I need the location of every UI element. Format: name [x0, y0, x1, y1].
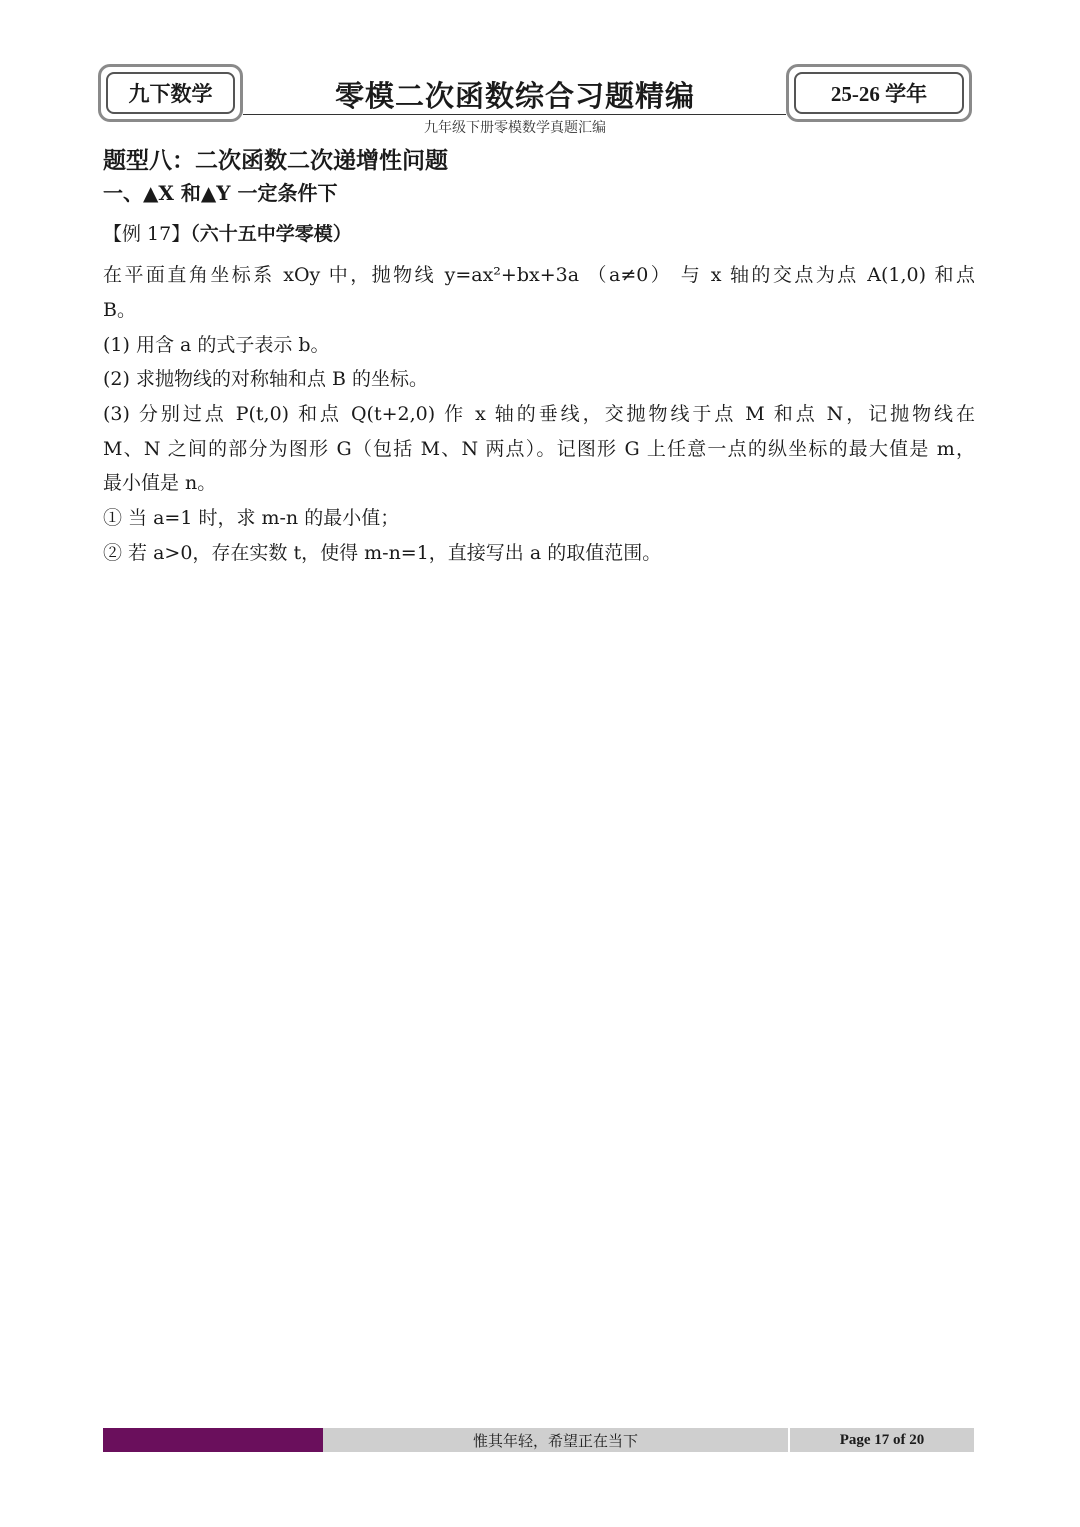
- problem-line: ② 若 a>0，存在实数 t，使得 m-n=1，直接写出 a 的取值范围。: [103, 542, 662, 564]
- grade-subject-label: 九下数学: [106, 72, 235, 114]
- example-heading: [103, 219, 352, 246]
- example-number: 【例 17】: [103, 223, 191, 245]
- problem-line: (3) 分别过点 P(t,0) 和点 Q(t+2,0) 作 x 轴的垂线，交抛物线于点 M 和点 N，记抛物线在: [103, 403, 975, 425]
- problem-line: (1) 用含 a 的式子表示 b。: [103, 334, 330, 356]
- problem-line: ① 当 a=1 时，求 m-n 的最小值；: [103, 507, 400, 529]
- page-number: Page 17 of 20: [790, 1428, 974, 1452]
- problem-line: 最小值是 n。: [103, 472, 217, 494]
- section-subtitle: 一、▲X 和▲Y 一定条件下: [103, 181, 338, 205]
- page-title: 零模二次函数综合习题精编: [334, 79, 695, 113]
- section-title: 题型八：二次函数二次递增性问题: [103, 147, 448, 174]
- problem-line: (2) 求抛物线的对称轴和点 B 的坐标。: [103, 368, 428, 390]
- problem-line: B。: [103, 299, 136, 321]
- example-source: （六十五中学零模）: [190, 223, 352, 245]
- footer-motto: 惟其年轻，希望正在当下: [323, 1428, 788, 1452]
- problem-line: M、N 之间的部分为图形 G（包括 M、N 两点）。记图形 G 上任意一点的纵坐标的最大值是 m，: [103, 438, 975, 460]
- footer-accent-bar: [103, 1428, 323, 1452]
- page-subtitle: 九年级下册零模数学真题汇编: [424, 120, 606, 136]
- header-divider: [243, 114, 786, 115]
- grade-subject-box: [98, 64, 243, 122]
- school-year-label: 25-26 学年: [794, 72, 964, 114]
- problem-line: 在平面直角坐标系 xOy 中，抛物线 y=ax²+bx+3a （a≠0） 与 x 轴的交点为点 A(1,0) 和点: [103, 264, 975, 286]
- school-year-box: [786, 64, 972, 122]
